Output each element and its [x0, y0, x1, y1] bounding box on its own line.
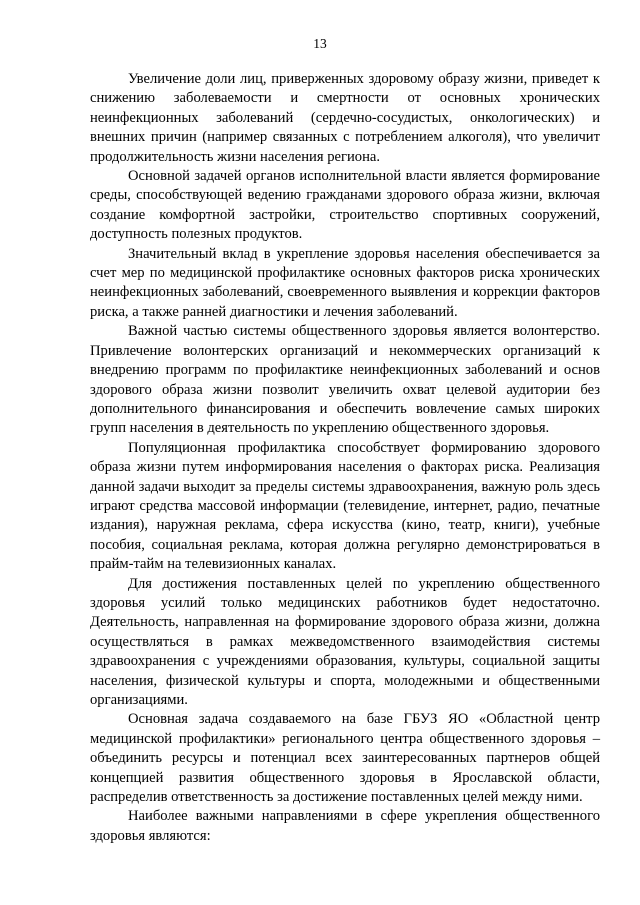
- paragraph: Увеличение доли лиц, приверженных здоровому образу жизни, приведет к снижению заболеваемости и смертности от основных хронических неинфекционных заболеваний (сердечно-сосудистых, онкологических) и внешних причин (например связанных с потреблением алкоголя), что увеличит продолжительность жизни населения региона.: [90, 71, 600, 165]
- body-text: [90, 70, 600, 846]
- paragraph: Наиболее важными направлениями в сфере укрепления общественного здоровья являются:: [90, 808, 600, 844]
- paragraph: Важной частью системы общественного здоровья является волонтерство. Привлечение волонтерских организаций и некоммерческих организаций к внедрению программ по профилактике неинфекционных заболеваний и основ здорового образа жизни позволит увеличить охват целевой аудитории без дополнительного финансирования и обеспечить вовлечение самых широких групп населения в деятельность по укреплению общественного здоровья.: [90, 323, 600, 437]
- paragraph: Основной задачей органов исполнительной власти является формирование среды, способствующей ведению гражданами здорового образа жизни, включая создание комфортной застройки, строительство спортивных сооружений, доступность полезных продуктов.: [90, 168, 600, 243]
- paragraph: Основная задача создаваемого на базе ГБУЗ ЯО «Областной центр медицинской профилактики» регионального центра общественного здоровья – объединить ресурсы и потенциал всех заинтересованных партнеров общей концепцией развития общественного здоровья в Ярославской области, распределив ответственность за достижение поставленных целей между ними.: [90, 711, 600, 806]
- paragraph: Значительный вклад в укрепление здоровья населения обеспечивается за счет мер по медицинской профилактике основных факторов риска хронических неинфекционных заболеваний, своевременного выявления и коррекции факторов риска, а также ранней диагностики и лечения заболеваний.: [90, 245, 600, 320]
- paragraph: Для достижения поставленных целей по укреплению общественного здоровья усилий только медицинских работников будет недостаточно. Деятельность, направленная на формирование здорового образа жизни, должна осуществляться в рамках межведомственного взаимодействия системы здравоохранения с учреждениями образования, культуры, социальной защиты населения, физической культуры и спорта, молодежными и общественными организациями.: [90, 575, 600, 708]
- paragraph: Популяционная профилактика способствует формированию здорового образа жизни путем информирования населения о факторах риска. Реализация данной задачи выходит за пределы системы здравоохранения, важную роль здесь играют средства массовой информации (телевидение, интернет, радио, печатные издания), наружная реклама, сфера искусства (кино, театр, книги), учебные пособия, социальная реклама, которая должна регулярно демонстрироваться в прайм-тайм на телевизионных каналах.: [90, 439, 600, 573]
- page-number: 13: [313, 36, 327, 51]
